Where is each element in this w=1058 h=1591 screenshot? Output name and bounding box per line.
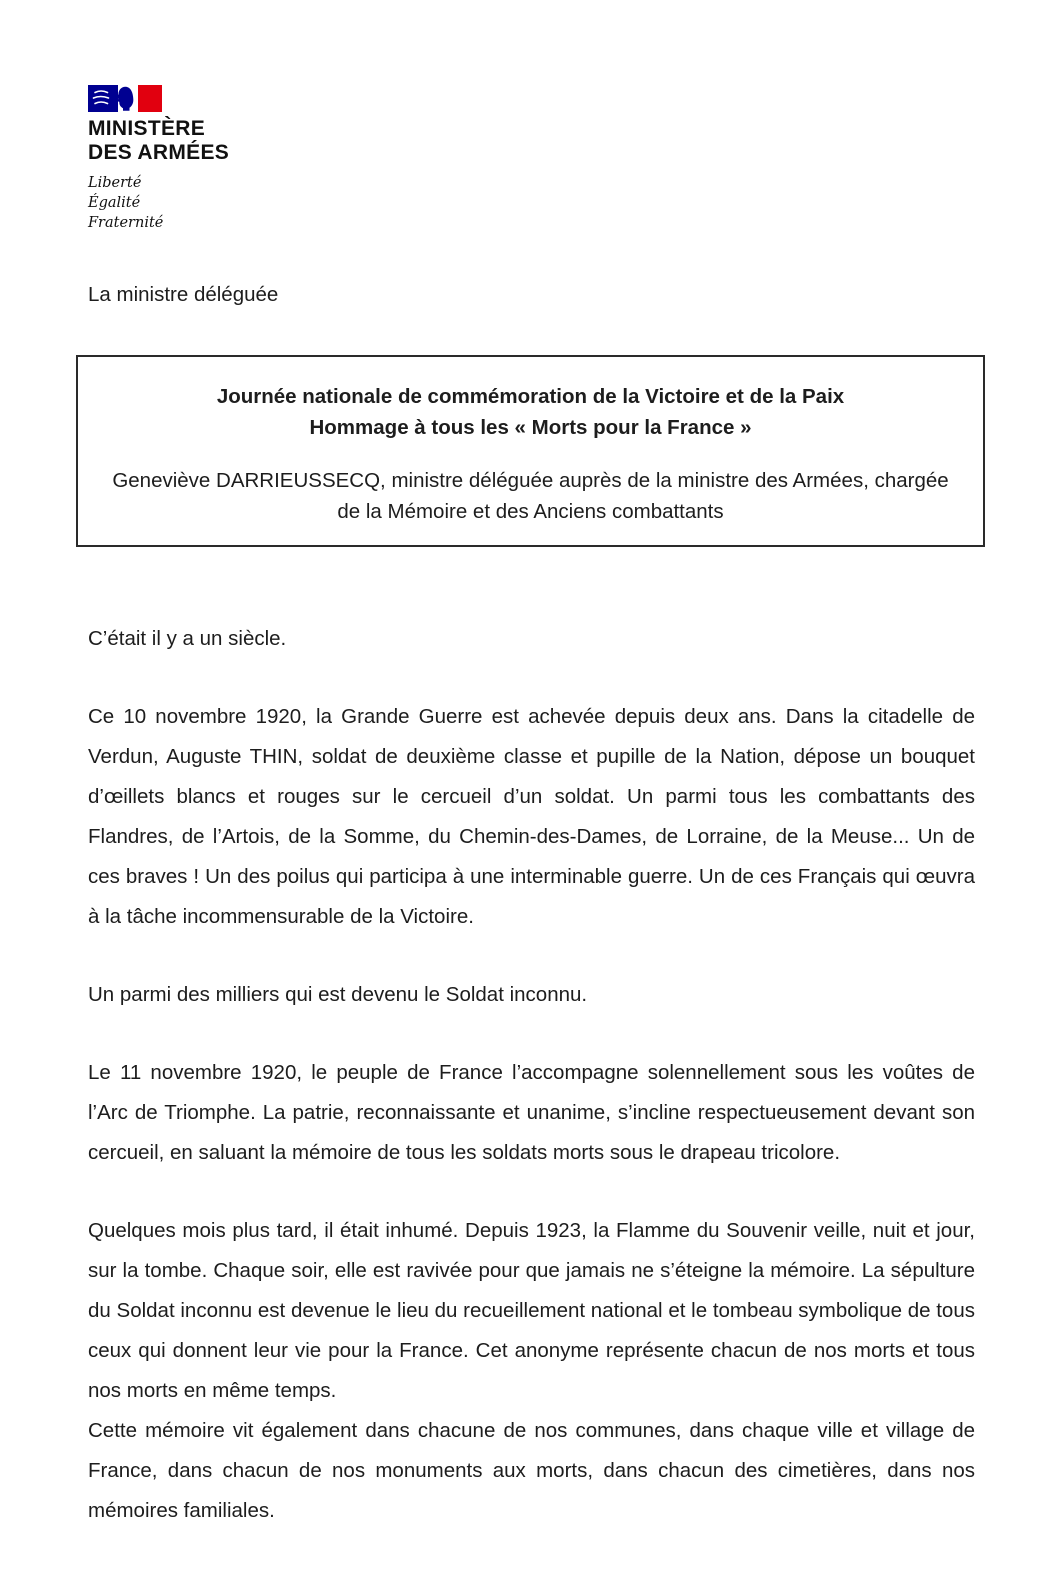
speech-author: Geneviève DARRIEUSSECQ, ministre déléguée auprès de la ministre des Armées, chargée de la Mémoire et des Anciens combattants [112, 469, 949, 523]
speech-title [108, 381, 953, 443]
body-paragraph: Cette mémoire vit également dans chacune de nos communes, dans chaque ville et village de France, dans chacun de nos monuments aux morts, dans chacun des cimetières, dans nos mémoires familiales. [88, 1419, 975, 1522]
body-paragraph: Ce 10 novembre 1920, la Grande Guerre est achevée depuis deux ans. Dans la citadelle de Verdun, Auguste THIN, soldat de deuxième classe et pupille de la Nation, dépose un bouquet d’œillets blancs et rouges sur le cercueil d’un soldat. Un parmi tous les combattants des Flandres, de l’Artois, de la Somme, du Chemin-des-Dames, de Lorraine, de la Meuse... Un de ces braves ! Un des poilus qui participa à une interminable guerre. Un de ces Français qui œuvra à la tâche incommensurable de la Victoire. [88, 705, 975, 928]
republic-motto [88, 173, 975, 233]
sender-line: La ministre déléguée [88, 283, 279, 306]
body-paragraph: Le 11 novembre 1920, le peuple de France l’accompagne solennellement sous les voûtes de l’Arc de Triomphe. La patrie, reconnaissante et unanime, s’incline respectueusement devant son cercueil, en saluant la mémoire de tous les soldats morts sous le drapeau tricolore. [88, 1061, 975, 1164]
motto-egalite: Égalité [88, 195, 141, 211]
body-paragraph: C’était il y a un siècle. [88, 627, 287, 650]
title-box [76, 355, 985, 547]
flag-blue-stripe [88, 85, 118, 112]
flag-red-stripe [138, 85, 162, 112]
ministry-name [88, 117, 975, 164]
french-flag-marianne-icon [88, 85, 975, 112]
body-paragraph: Quelques mois plus tard, il était inhumé. Depuis 1923, la Flamme du Souvenir veille, nuit et jour, sur la tombe. Chaque soir, elle est ravivée pour que jamais ne s’éteigne la mémoire. La sépulture du Soldat inconnu est devenue le lieu du recueillement national et le tombeau symbolique de tous ceux qui donnent leur vie pour la France. Cet anonyme représente chacun de nos morts et tous nos morts en même temps. [88, 1219, 975, 1402]
motto-fraternite: Fraternité [88, 215, 164, 231]
motto-liberte: Liberté [88, 175, 142, 191]
speech-title-line1: Journée nationale de commémoration de la Victoire et de la Paix [216, 385, 845, 408]
ministry-name-line1: MINISTÈRE [88, 117, 206, 140]
body-text [88, 619, 975, 1531]
ministry-name-line2: DES ARMÉES [88, 140, 230, 164]
body-paragraph: Un parmi des milliers qui est devenu le Soldat inconnu. [88, 983, 588, 1006]
speech-title-line2: Hommage à tous les « Morts pour la France » [309, 416, 752, 439]
ministry-logo [88, 85, 975, 233]
